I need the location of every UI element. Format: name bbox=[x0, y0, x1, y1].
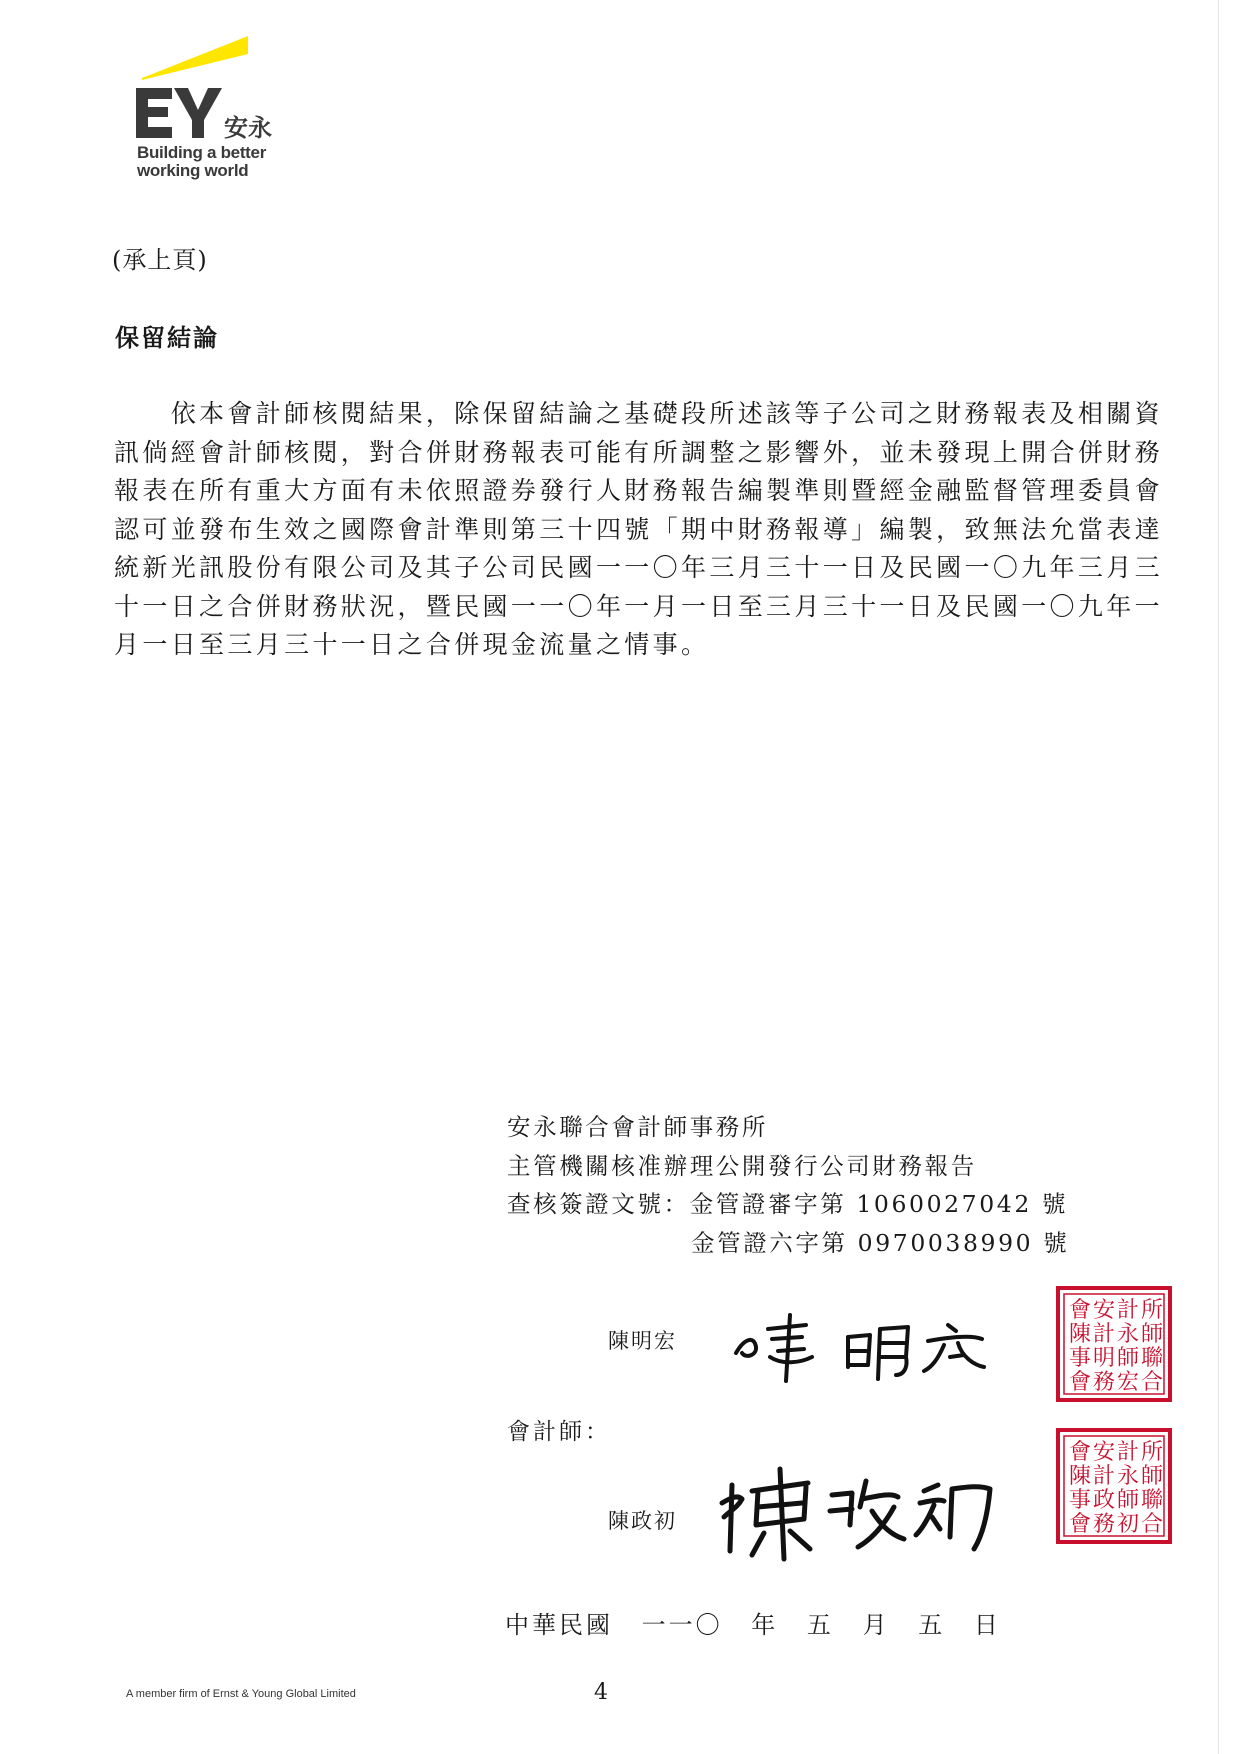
tagline-line-1: Building a better bbox=[137, 143, 267, 162]
paragraph-line: 報表在所有重大方面有未依照證券發行人財務報告編製準則暨經金融監督管理委員會 bbox=[114, 476, 1163, 505]
paragraph-line: 統新光訊股份有限公司及其子公司民國一一〇年三月三十一日及民國一〇九年三月三 bbox=[114, 553, 1163, 582]
seal-character: 師 bbox=[1117, 1346, 1140, 1371]
auditor-name-2: 陳政初 bbox=[608, 1509, 677, 1533]
paragraph-line: 十一日之合併財務狀況，暨民國一一〇年一月一日至三月三十一日及民國一〇九年一 bbox=[114, 591, 1163, 621]
seal-character: 聯 bbox=[1141, 1346, 1164, 1371]
seal-character: 師 bbox=[1117, 1488, 1140, 1513]
company-seal-2 bbox=[1055, 1427, 1173, 1545]
seal-character: 師 bbox=[1141, 1322, 1164, 1347]
date-era: 中華民國 bbox=[505, 1611, 613, 1639]
seal-character: 務 bbox=[1093, 1512, 1116, 1537]
date-day: 五 bbox=[918, 1611, 946, 1639]
auditor-name-1: 陳明宏 bbox=[608, 1329, 677, 1353]
seal-character: 合 bbox=[1141, 1370, 1164, 1395]
seal-character: 政 bbox=[1093, 1488, 1116, 1513]
seal-character: 陳 bbox=[1069, 1322, 1092, 1347]
page-edge-line bbox=[1218, 0, 1219, 1754]
date-day-unit: 日 bbox=[973, 1611, 1001, 1639]
paragraph-line: 依本會計師核閱結果，除保留結論之基礎段所述該等子公司之財務報表及相關資 bbox=[114, 399, 1163, 428]
firm-cert-line-2: 金管證六字第 0970038990 號 bbox=[691, 1228, 1070, 1257]
firm-block bbox=[507, 1108, 1069, 1262]
seal-character: 事 bbox=[1069, 1488, 1092, 1513]
ey-logo bbox=[136, 18, 306, 188]
ey-tagline bbox=[137, 144, 266, 180]
seal-character: 永 bbox=[1117, 1464, 1140, 1489]
firm-name: 安永聯合會計師事務所 bbox=[507, 1113, 768, 1141]
seal-character: 聯 bbox=[1141, 1488, 1164, 1513]
seal-character: 計 bbox=[1117, 1298, 1140, 1323]
conclusion-paragraph bbox=[114, 395, 1163, 665]
firm-cert-line-1: 查核簽證文號：金管證審字第 1060027042 號 bbox=[507, 1190, 1069, 1218]
seal-character: 會 bbox=[1069, 1440, 1092, 1465]
seal-character: 陳 bbox=[1069, 1464, 1092, 1489]
date-year: 一一〇 bbox=[641, 1611, 723, 1639]
paragraph-line: 認可並發布生效之國際會計準則第三十四號「期中財務報導」編製，致無法允當表達 bbox=[114, 514, 1163, 544]
seal-character: 所 bbox=[1141, 1298, 1164, 1323]
seal-character: 合 bbox=[1141, 1512, 1164, 1537]
seal-character: 計 bbox=[1093, 1464, 1116, 1489]
paragraph-line: 月一日至三月三十一日之合併現金流量之情事。 bbox=[114, 630, 710, 659]
report-date bbox=[505, 1605, 1019, 1640]
firm-approval: 主管機關核准辦理公開發行公司財務報告 bbox=[507, 1151, 977, 1180]
seal-character: 所 bbox=[1141, 1440, 1164, 1465]
company-seal-1 bbox=[1055, 1285, 1173, 1403]
date-month-unit: 月 bbox=[862, 1611, 890, 1639]
seal-character: 會 bbox=[1069, 1298, 1092, 1323]
seal-character: 宏 bbox=[1117, 1370, 1140, 1395]
page-number: 4 bbox=[594, 1680, 608, 1705]
seal-character: 計 bbox=[1093, 1322, 1116, 1347]
signature-1-icon bbox=[720, 1295, 1020, 1385]
seal-character: 明 bbox=[1093, 1346, 1116, 1371]
member-firm-note: A member firm of Ernst & Young Global Limited bbox=[126, 1688, 356, 1700]
seal-character: 師 bbox=[1141, 1464, 1164, 1489]
date-year-unit: 年 bbox=[751, 1611, 779, 1639]
seal-character: 安 bbox=[1093, 1440, 1116, 1465]
seal-character: 安 bbox=[1093, 1298, 1116, 1323]
seal-character: 事 bbox=[1069, 1346, 1092, 1371]
tagline-line-2: working world bbox=[137, 161, 249, 180]
auditor-label: 會計師： bbox=[507, 1419, 611, 1445]
seal-character: 初 bbox=[1117, 1512, 1140, 1537]
seal-character: 會 bbox=[1069, 1512, 1092, 1537]
ey-beam-icon bbox=[136, 18, 306, 88]
continued-from-previous-page: (承上頁) bbox=[112, 246, 208, 274]
section-heading: 保留結論 bbox=[115, 323, 219, 352]
date-month: 五 bbox=[806, 1611, 834, 1639]
seal-character: 永 bbox=[1117, 1322, 1140, 1347]
seal-character: 會 bbox=[1069, 1370, 1092, 1395]
signature-2-icon bbox=[712, 1455, 1012, 1565]
ey-wordmark-icon bbox=[136, 86, 272, 142]
paragraph-line: 訊倘經會計師核閱，對合併財務報表可能有所調整之影響外，並未發現上開合併財務 bbox=[114, 437, 1163, 467]
seal-character: 務 bbox=[1093, 1370, 1116, 1395]
svg-text:安永: 安永 bbox=[224, 114, 272, 142]
seal-character: 計 bbox=[1117, 1440, 1140, 1465]
